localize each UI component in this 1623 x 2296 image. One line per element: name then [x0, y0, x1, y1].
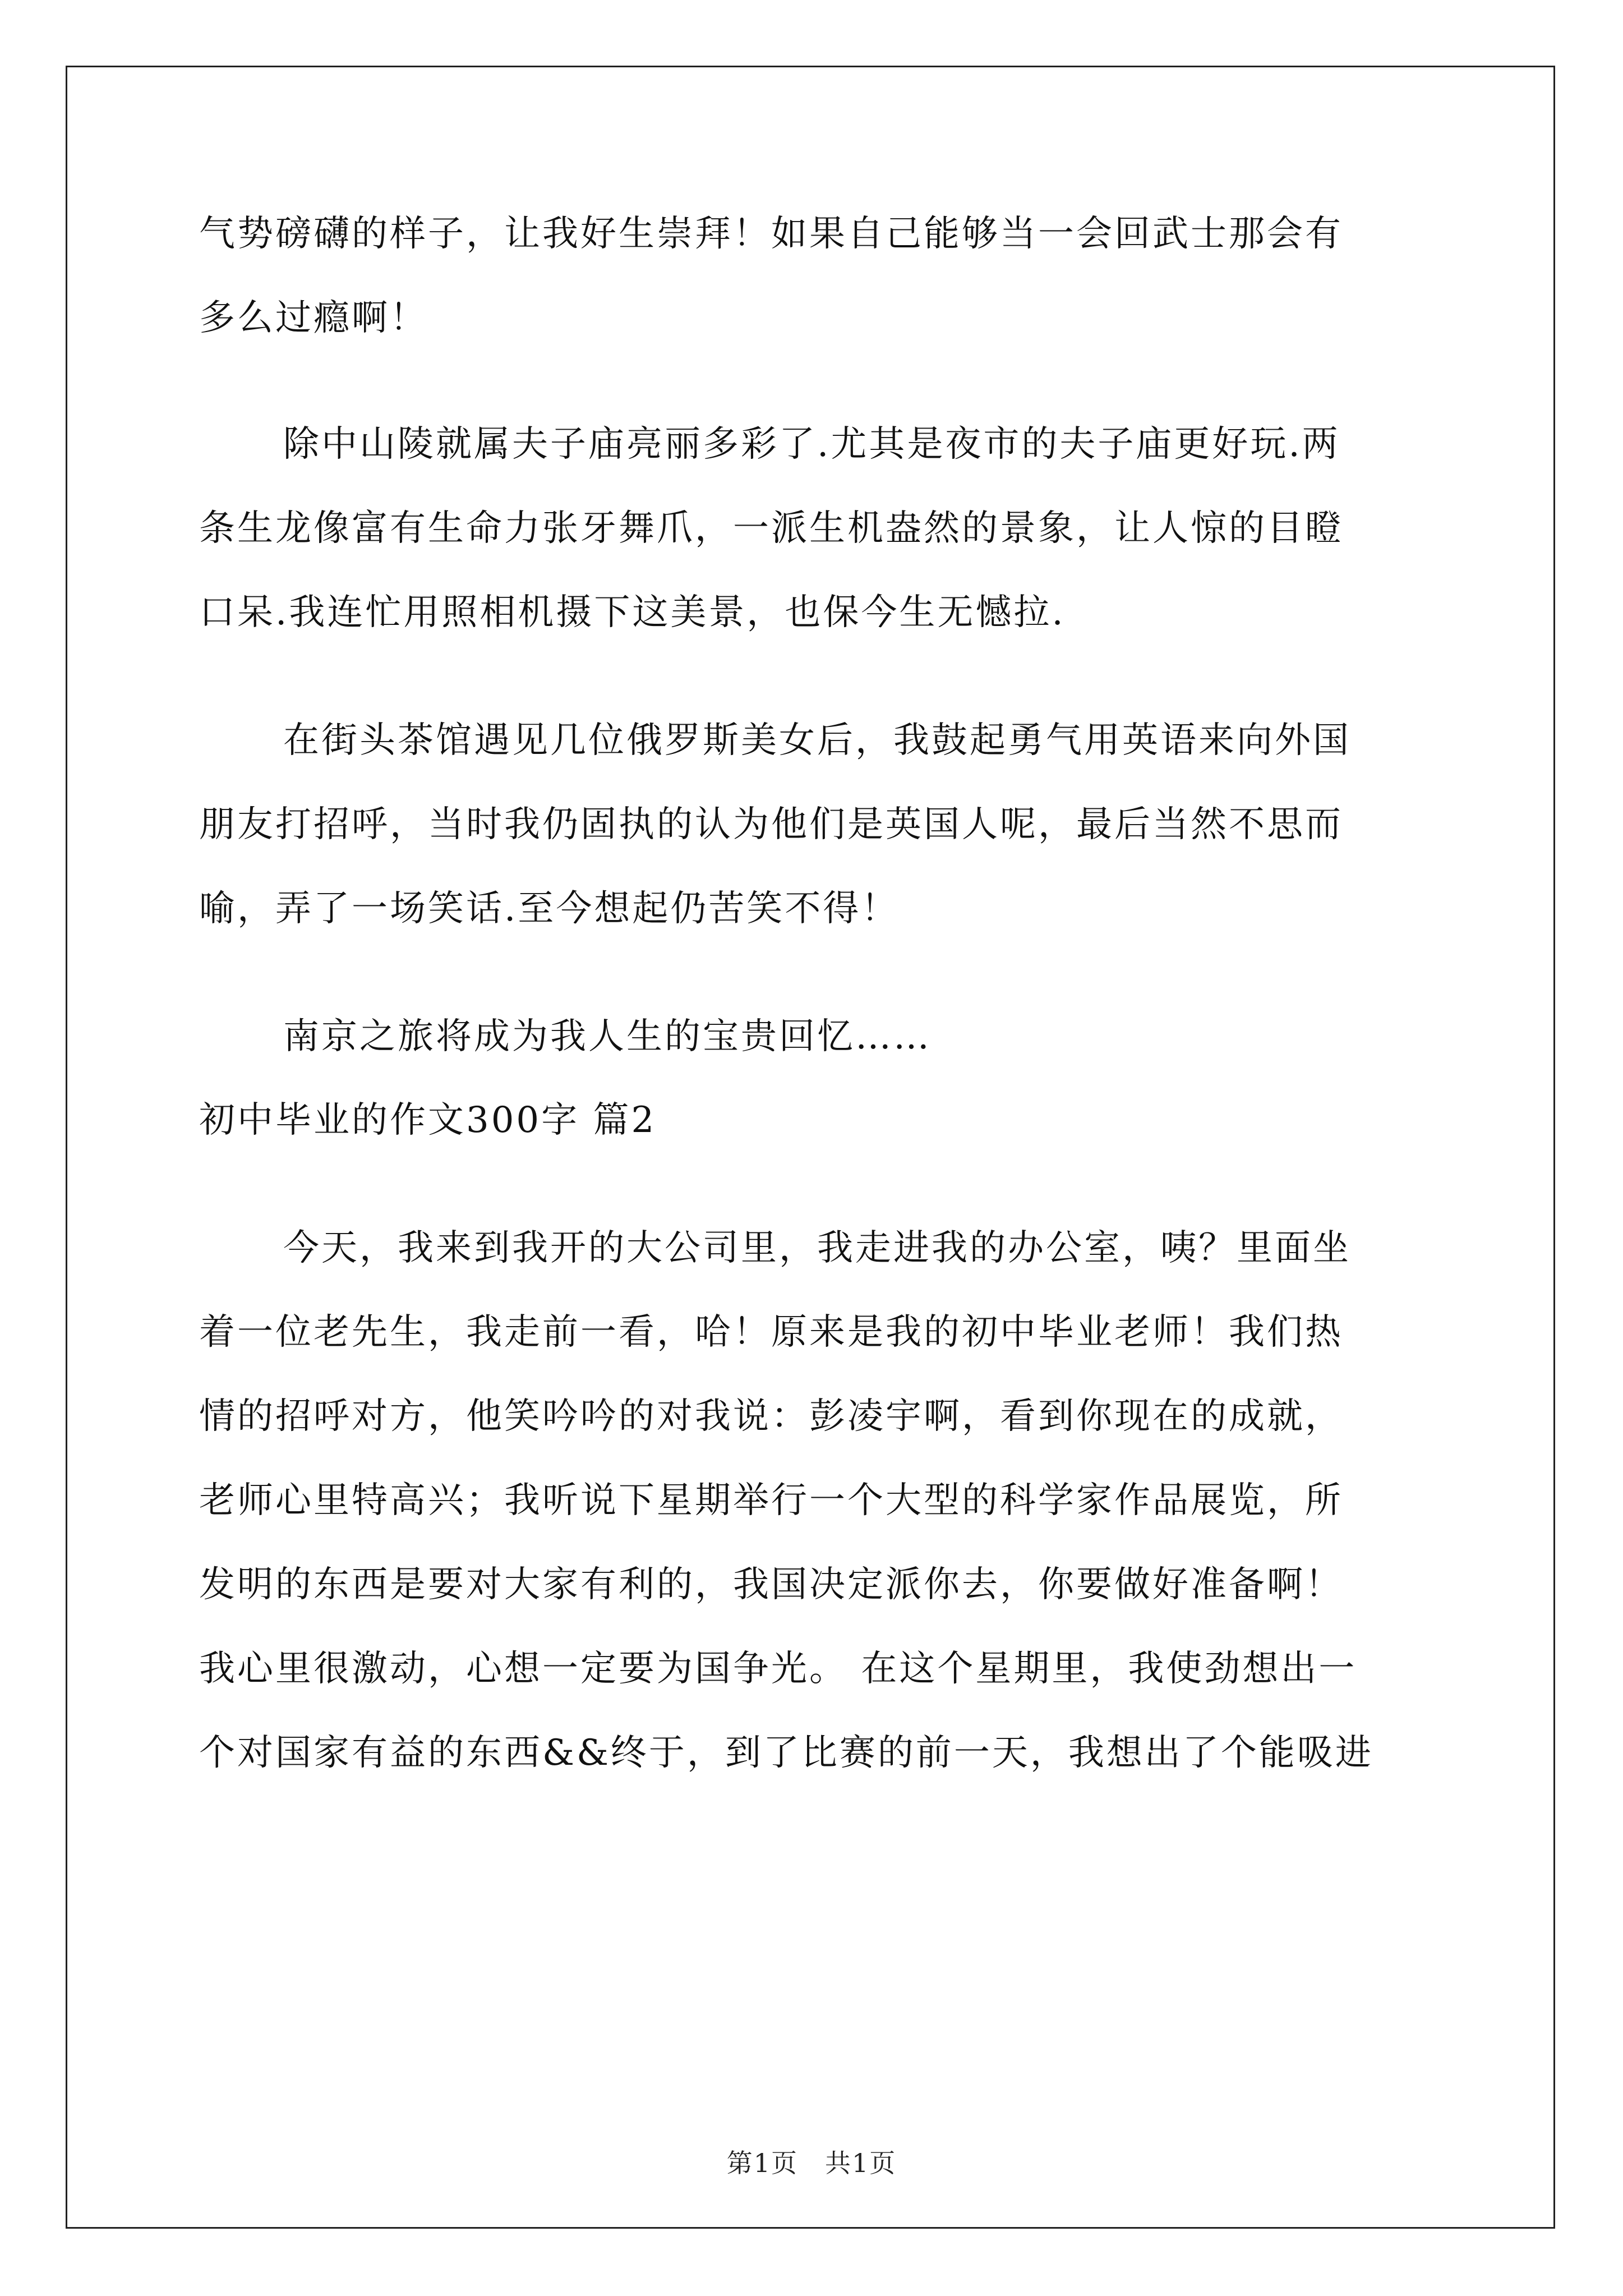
- paragraph-start-line: 南京之旅将成为我人生的宝贵回忆……: [283, 1016, 932, 1057]
- text-line: 气势磅礴的样子，让我好生崇拜！如果自己能够当一会回武士那会有: [199, 213, 1343, 255]
- text-line: 朋友打招呼，当时我仍固执的认为他们是英国人呢，最后当然不思而: [199, 804, 1343, 845]
- text-line: 老师心里特高兴；我听说下星期举行一个大型的科学家作品展览，所: [199, 1480, 1343, 1521]
- paragraph-start-line: 在街头茶馆遇见几位俄罗斯美女后，我鼓起勇气用英语来向外国: [283, 720, 1351, 761]
- text-line: 多么过瘾啊！: [199, 297, 428, 339]
- page-border: [66, 66, 1555, 2229]
- text-line: 发明的东西是要对大家有利的，我国决定派你去，你要做好准备啊！: [199, 1564, 1343, 1605]
- text-line: 口呆.我连忙用照相机摄下这美景，也保今生无憾拉.: [199, 592, 1066, 633]
- section-heading: 初中毕业的作文300字 篇2: [199, 1099, 657, 1141]
- text-line: 喻，弄了一场笑话.至今想起仍苦笑不得！: [199, 888, 900, 930]
- text-line: 个对国家有益的东西&&终于，到了比赛的前一天，我想出了个能吸进: [199, 1732, 1373, 1774]
- paragraph-start-line: 除中山陵就属夫子庙亮丽多彩了.尤其是夜市的夫子庙更好玩.两: [283, 424, 1340, 465]
- page-footer: 第1页 共1页: [726, 2148, 897, 2178]
- text-line: 情的招呼对方，他笑吟吟的对我说：彭凌宇啊，看到你现在的成就，: [199, 1396, 1343, 1437]
- text-line: 我心里很激动，心想一定要为国争光。 在这个星期里，我使劲想出一: [199, 1648, 1357, 1690]
- text-line: 条生龙像富有生命力张牙舞爪，一派生机盎然的景象，让人惊的目瞪: [199, 508, 1343, 549]
- text-line: 着一位老先生，我走前一看，哈！原来是我的初中毕业老师！我们热: [199, 1312, 1343, 1353]
- paragraph-start-line: 今天，我来到我开的大公司里，我走进我的办公室，咦？里面坐: [283, 1227, 1351, 1269]
